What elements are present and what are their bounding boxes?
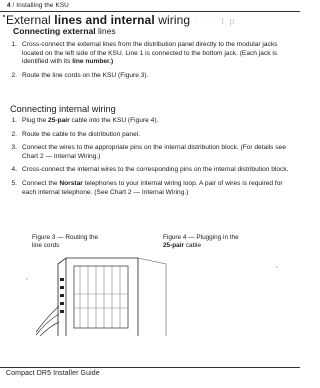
step-number: 2.	[11, 71, 17, 79]
page-title	[6, 13, 236, 27]
list-item	[8, 180, 294, 197]
ksu-cabinet-drawing	[36, 258, 166, 336]
title-part-2: lines and internal	[54, 13, 155, 27]
figure-4-caption-bold: 25-pair	[163, 242, 184, 249]
header-rule	[0, 11, 300, 12]
title-faint-tail: · · · t p	[195, 16, 237, 26]
margin-mark	[3, 15, 5, 17]
step-text-bold: 25-pair	[48, 117, 70, 124]
step-text: Route the cable to the distribution panel.	[22, 130, 141, 138]
edge-marks	[26, 266, 278, 280]
step-text: Connect the wires to the appropriate pins on the internal distribution block. (For details see Chart 2 — Internal Wiring.)	[22, 144, 286, 160]
heading-external-bold: external	[62, 26, 96, 36]
figure-4-caption-line-1: Figure 4 — Plugging in the	[163, 234, 239, 241]
figure-3-caption-line-2: line cords	[32, 242, 60, 249]
figure-4-caption-rest: cable	[183, 242, 202, 249]
step-text-main: Cross-connect the external lines from the distribution panel directly to the modular jacks located on the left side of the KSU. Line 1 is connected to the bottom jack. (Each jack is identified with its	[22, 41, 278, 66]
step-text	[22, 180, 294, 197]
step-text-bold: Norstar	[59, 179, 83, 187]
external-steps	[8, 41, 294, 85]
step-number: 2.	[11, 130, 17, 138]
line-jacks	[60, 278, 64, 313]
title-part-1: External	[6, 13, 55, 27]
figure-4-caption-line-2	[163, 242, 283, 250]
heading-internal-wiring: Connecting internal wiring	[10, 104, 116, 114]
step-number: 4.	[11, 166, 17, 174]
figure-3-caption-line-1: Figure 3 — Routing the	[32, 234, 99, 241]
heading-external-suffix: lines	[95, 26, 116, 36]
figure-3-caption	[32, 234, 142, 250]
step-text-after: cable into the KSU (Figure 4).	[69, 117, 159, 124]
step-text-bold: line number.)	[72, 58, 114, 66]
running-head-separator: /	[10, 2, 17, 9]
step-text: Cross-connect the internal wires to the corresponding pins on the internal distribution block.	[22, 166, 289, 174]
list-item	[8, 41, 294, 67]
list-item	[8, 72, 294, 81]
heading-external-prefix: Connecting	[13, 26, 63, 36]
running-head-section: Installing the KSU	[16, 2, 69, 9]
step-text: Route the line cords on the KSU (Figure 3).	[22, 71, 149, 79]
page-number: 4	[7, 2, 11, 9]
page-footer: Compact DR5 Installer Guide	[6, 370, 100, 377]
internal-steps	[8, 117, 294, 202]
step-text-after: telephones to your internal wiring loop. A pair of wires is required for each internal telephone. (See Chart 2 — Internal Wiring.)	[22, 179, 283, 196]
running-head	[7, 2, 69, 9]
step-number: 1.	[11, 117, 17, 124]
step-text-main: Plug the	[22, 117, 49, 124]
step-number: 1.	[11, 41, 17, 48]
title-part-3: wiring	[154, 13, 191, 27]
step-number: 3.	[11, 144, 17, 152]
step-text	[22, 41, 294, 67]
step-text-main: Connect the	[22, 179, 60, 187]
step-text	[22, 117, 294, 126]
step-number: 5.	[11, 179, 17, 187]
figure-4-caption	[163, 234, 283, 250]
list-item	[8, 166, 294, 175]
footer-rule	[0, 367, 300, 368]
heading-external-lines	[13, 26, 116, 36]
list-item	[8, 117, 294, 126]
list-item	[8, 131, 294, 140]
list-item	[8, 144, 294, 161]
ksu-illustration	[26, 256, 278, 336]
